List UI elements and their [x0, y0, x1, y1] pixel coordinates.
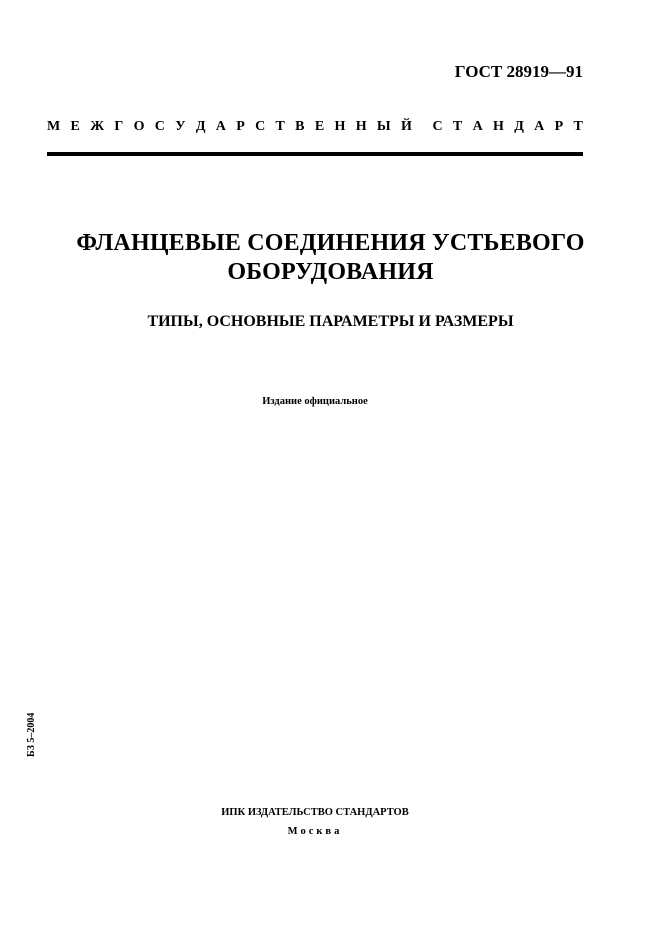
- heading-letter: Д: [514, 119, 524, 134]
- document-subtitle: ТИПЫ, ОСНОВНЫЕ ПАРАМЕТРЫ И РАЗМЕРЫ: [147, 313, 514, 330]
- heading-letter: Н: [334, 119, 346, 134]
- heading-letter: М: [47, 119, 61, 134]
- title-line-2: ОБОРУДОВАНИЯ: [227, 259, 434, 285]
- heading-letter: В: [295, 119, 305, 134]
- heading-letter: Е: [314, 119, 325, 134]
- heading-letter: Н: [355, 119, 367, 134]
- heading-divider: [47, 152, 583, 156]
- heading-letter: А: [472, 119, 483, 134]
- heading-letter: Д: [195, 119, 206, 134]
- edition-note: Издание официальное: [262, 396, 368, 407]
- heading-letter: А: [534, 119, 545, 134]
- heading-letter: Т: [452, 119, 463, 134]
- side-catalog-code: БЗ 5–2004: [26, 712, 37, 757]
- interstate-standard-heading: [47, 119, 583, 135]
- heading-letter: Т: [573, 119, 583, 134]
- publisher-name: ИПК ИЗДАТЕЛЬСТВО СТАНДАРТОВ: [221, 807, 409, 818]
- publisher-city: Москва: [287, 826, 343, 837]
- heading-letter: Г: [114, 119, 124, 134]
- heading-letter: О: [133, 119, 145, 134]
- heading-letter: У: [175, 119, 186, 134]
- heading-letter: Ы: [376, 119, 391, 134]
- heading-letter: Е: [70, 119, 80, 134]
- heading-letter: А: [215, 119, 226, 134]
- heading-letter: Й: [400, 119, 412, 134]
- heading-letter: Р: [554, 119, 564, 134]
- heading-letter: Н: [493, 119, 504, 134]
- heading-letter: С: [154, 119, 165, 134]
- heading-letter: Ж: [90, 119, 105, 134]
- title-line-1: ФЛАНЦЕВЫЕ СОЕДИНЕНИЯ УСТЬЕВОГО: [76, 230, 585, 256]
- document-title: [0, 229, 661, 287]
- heading-letter: Т: [275, 119, 285, 134]
- heading-letter: С: [432, 119, 443, 134]
- standard-number: ГОСТ 28919—91: [454, 62, 583, 81]
- heading-letter: Р: [236, 119, 245, 134]
- heading-letter: С: [255, 119, 266, 134]
